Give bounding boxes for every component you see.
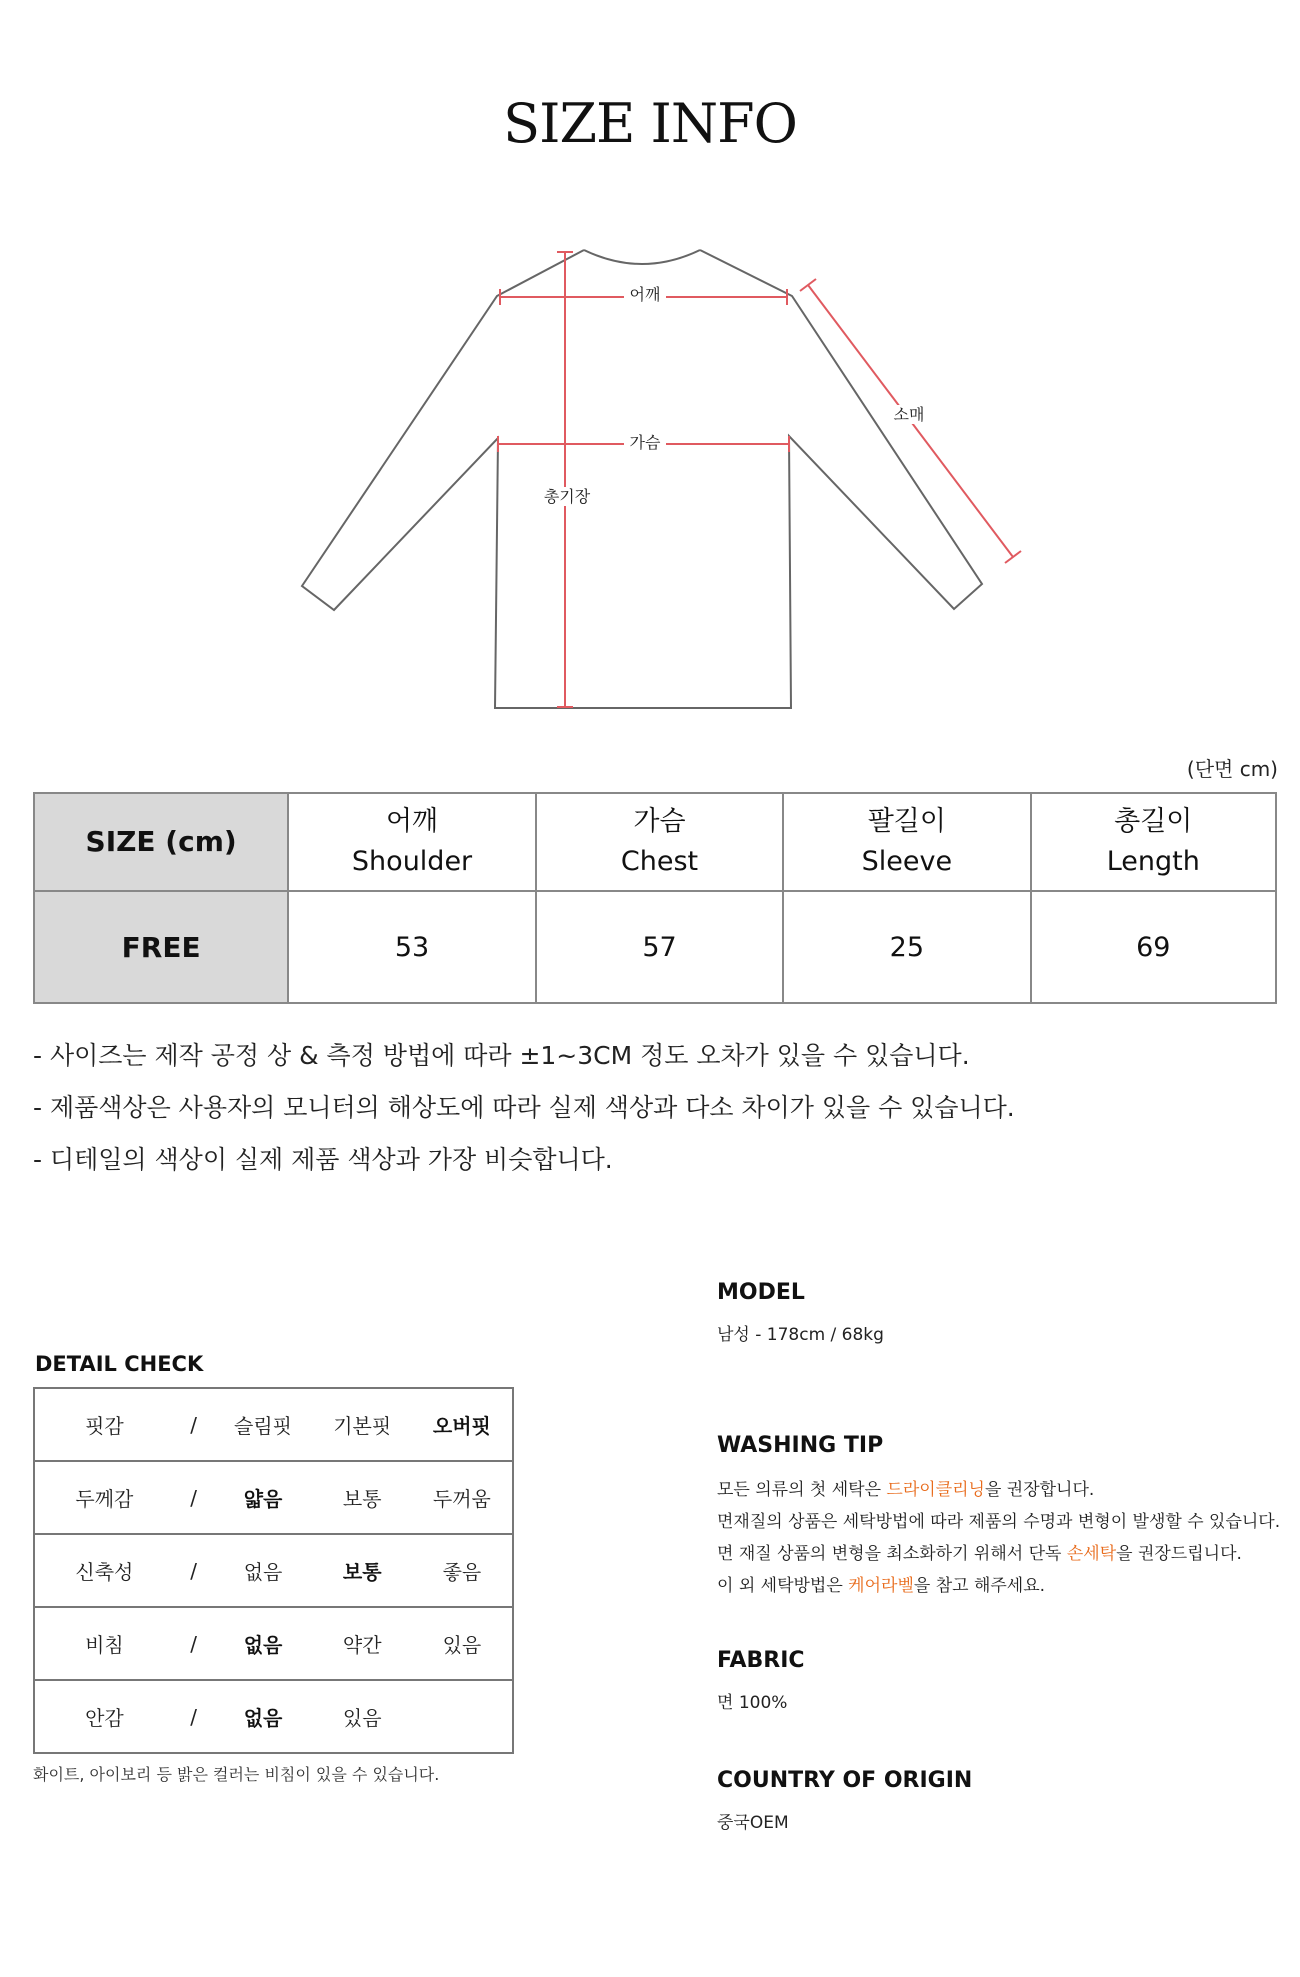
column-header-sleeve — [783, 793, 1030, 891]
detail-option: 좋음 — [412, 1534, 513, 1607]
detail-option-selected: 얇음 — [213, 1461, 312, 1534]
washing-section — [717, 1433, 1280, 1602]
detail-separator: / — [174, 1388, 214, 1461]
detail-option-selected: 보통 — [313, 1534, 412, 1607]
unit-note: (단면 cm) — [1186, 757, 1278, 781]
column-header-ko: 가슴 — [633, 806, 686, 837]
shoulder-value: 53 — [288, 891, 536, 1003]
column-header-ko: 총길이 — [1114, 806, 1193, 837]
origin-text: 중국OEM — [717, 1813, 789, 1833]
fabric-section — [717, 1648, 805, 1719]
detail-option — [412, 1680, 513, 1753]
washing-line: 면 재질 상품의 변형을 최소화하기 위해서 단독 손세탁을 권장드립니다. — [717, 1544, 1242, 1564]
size-table-header-row — [34, 793, 1276, 891]
chest-value: 57 — [536, 891, 783, 1003]
neckline — [584, 250, 700, 264]
size-notes — [33, 1030, 1015, 1186]
sweater-outline — [302, 250, 982, 708]
origin-section — [717, 1768, 972, 1839]
column-header-chest — [536, 793, 783, 891]
length-label: 총기장 — [538, 487, 596, 506]
sleeve-label: 소매 — [888, 405, 931, 424]
washing-line: 이 외 세탁방법은 케어라벨을 참고 해주세요. — [717, 1576, 1046, 1596]
column-header-ko: 팔길이 — [867, 806, 946, 837]
detail-label: 비침 — [34, 1607, 174, 1680]
sleeve-value: 25 — [783, 891, 1030, 1003]
detail-option-selected: 없음 — [213, 1680, 312, 1753]
fabric-text: 면 100% — [717, 1693, 788, 1713]
highlight-text: 케어라벨 — [848, 1576, 914, 1596]
model-section — [717, 1280, 884, 1351]
garment-measurement-diagram — [0, 230, 1300, 730]
washing-line: 면재질의 상품은 세탁방법에 따라 제품의 수명과 변형이 발생할 수 있습니다. — [717, 1512, 1281, 1532]
detail-option-selected: 없음 — [213, 1607, 312, 1680]
model-text: 남성 - 178cm / 68kg — [717, 1325, 884, 1345]
measurement-lines — [498, 252, 1021, 707]
detail-option-selected: 오버핏 — [412, 1388, 513, 1461]
sweater-outline-path — [302, 250, 982, 708]
detail-row-fit — [34, 1388, 513, 1461]
note-item: - 제품색상은 사용자의 모니터의 해상도에 따라 실제 색상과 다소 차이가 있을 수 있습니다. — [33, 1093, 1015, 1122]
detail-option: 약간 — [313, 1607, 412, 1680]
column-header-en: Chest — [620, 846, 699, 877]
detail-option: 있음 — [412, 1607, 513, 1680]
washing-title: WASHING TIP — [717, 1433, 884, 1458]
column-header-en: Shoulder — [351, 846, 473, 877]
size-header-cell: SIZE (cm) — [34, 793, 288, 891]
detail-check-title: DETAIL CHECK — [35, 1352, 204, 1376]
detail-check-note: 화이트, 아이보리 등 밝은 컬러는 비침이 있을 수 있습니다. — [33, 1765, 440, 1784]
detail-option: 있음 — [313, 1680, 412, 1753]
detail-option: 두꺼움 — [412, 1461, 513, 1534]
page-title: SIZE INFO — [503, 92, 797, 155]
column-header-en: Length — [1106, 846, 1200, 877]
detail-label: 안감 — [34, 1680, 174, 1753]
length-value: 69 — [1031, 891, 1276, 1003]
detail-separator: / — [174, 1680, 214, 1753]
detail-separator: / — [174, 1534, 214, 1607]
column-header-shoulder — [288, 793, 536, 891]
detail-label: 핏감 — [34, 1388, 174, 1461]
size-table — [33, 792, 1277, 1004]
highlight-text: 드라이클리닝 — [886, 1480, 985, 1500]
note-item: - 디테일의 색상이 실제 제품 색상과 가장 비슷합니다. — [33, 1145, 613, 1174]
detail-option: 없음 — [213, 1534, 312, 1607]
column-header-length — [1031, 793, 1276, 891]
detail-option: 슬림핏 — [213, 1388, 312, 1461]
chest-label: 가슴 — [624, 433, 667, 452]
detail-option: 보통 — [313, 1461, 412, 1534]
detail-check-table — [33, 1387, 514, 1754]
detail-row-thickness — [34, 1461, 513, 1534]
detail-separator: / — [174, 1461, 214, 1534]
size-name-cell: FREE — [34, 891, 288, 1003]
detail-label: 신축성 — [34, 1534, 174, 1607]
detail-option: 기본핏 — [313, 1388, 412, 1461]
fabric-title: FABRIC — [717, 1648, 805, 1673]
detail-separator: / — [174, 1607, 214, 1680]
column-header-ko: 어깨 — [385, 806, 439, 837]
highlight-text: 손세탁 — [1066, 1544, 1117, 1564]
model-title: MODEL — [717, 1280, 805, 1305]
washing-line: 모든 의류의 첫 세탁은 드라이클리닝을 권장합니다. — [717, 1480, 1095, 1500]
note-item: - 사이즈는 제작 공정 상 & 측정 방법에 따라 ±1~3CM 정도 오차가 있을 수 있습니다. — [33, 1041, 970, 1070]
shoulder-label: 어깨 — [624, 285, 667, 304]
detail-label: 두께감 — [34, 1461, 174, 1534]
origin-title: COUNTRY OF ORIGIN — [717, 1768, 973, 1793]
detail-row-stretch — [34, 1534, 513, 1607]
column-header-en: Sleeve — [861, 846, 953, 877]
table-row — [34, 891, 1276, 1003]
detail-row-sheer — [34, 1607, 513, 1680]
detail-row-lining — [34, 1680, 513, 1753]
